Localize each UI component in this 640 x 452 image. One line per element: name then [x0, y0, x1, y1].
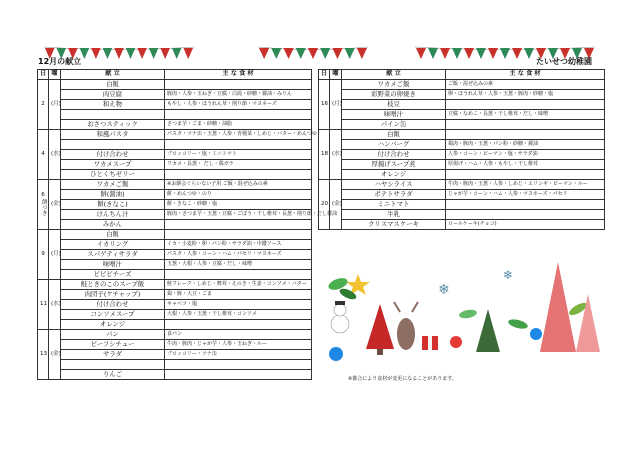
table-row — [319, 150, 605, 160]
table-row — [38, 110, 312, 120]
table-row — [38, 80, 312, 90]
day-cell — [38, 180, 49, 230]
table-row — [319, 90, 605, 100]
ingredients-cell — [165, 110, 312, 120]
ingredients-cell: 鶏・豚・大豆・ごま — [165, 290, 312, 300]
month-title: 12月の献立 — [38, 57, 82, 66]
dish-cell: 白飯 — [342, 130, 446, 140]
bunting-flag — [345, 48, 355, 59]
bunting-flag — [103, 48, 113, 59]
table-row — [38, 340, 312, 350]
gift-icon — [422, 336, 438, 350]
table-row — [38, 200, 312, 210]
bunting-flag — [296, 48, 306, 59]
table-row — [319, 170, 605, 180]
ingredients-cell: 牛肉・豚肉・玉葱・人参・しめじ・エリンギ・ピーマン・ルー — [446, 180, 605, 190]
dish-cell: りんご — [61, 370, 165, 380]
ingredients-cell — [446, 100, 605, 110]
dish-cell: 肉団子(ケチャップ) — [61, 290, 165, 300]
dish-cell: スパゲティサラダ — [61, 250, 165, 260]
snowflake-icon — [438, 268, 513, 298]
bunting-flag — [172, 48, 182, 59]
bunting-flag — [512, 48, 522, 59]
table-row — [38, 360, 312, 370]
ingredients-cell — [165, 80, 312, 90]
dish-cell: オレンジ — [61, 320, 165, 330]
bunting-flag — [416, 48, 426, 59]
dish-cell: 白飯 — [61, 230, 165, 240]
bunting-flag — [320, 48, 330, 59]
dish-cell: 付け合わせ — [61, 300, 165, 310]
ingredients-cell: ブロッコリー・塩・ミニトマト — [165, 150, 312, 160]
dish-cell: 付け合わせ — [61, 150, 165, 160]
bunting-flag — [271, 48, 281, 59]
day-cell — [319, 180, 330, 230]
snowman-icon — [331, 301, 349, 333]
ingredients-cell: キャベツ・塩 — [165, 300, 312, 310]
dish-cell: コンソメスープ — [61, 310, 165, 320]
table-row — [38, 140, 312, 150]
table-row — [38, 250, 312, 260]
table-row — [38, 130, 312, 140]
ingredients-cell: パスタ・人参・コーン・ハム・パセリ・マヨネーズ — [165, 250, 312, 260]
bunting-flag — [476, 48, 486, 59]
dish-cell: 白飯 — [61, 80, 165, 90]
ingredients-cell — [165, 320, 312, 330]
dish-cell: 味噌汁 — [342, 110, 446, 120]
dish-cell: ひとくちゼリー — [61, 170, 165, 180]
dish-cell: 餅(きなこ) — [61, 200, 165, 210]
table-row — [38, 290, 312, 300]
ingredients-cell — [165, 270, 312, 280]
ingredients-cell: ワカメ・長葱・ だし・鶏ガラ — [165, 160, 312, 170]
dish-cell: ビーフシチュー — [61, 340, 165, 350]
dish-cell: クリスマスケーキ — [342, 220, 446, 230]
bunting-flag — [452, 48, 462, 59]
ingredients-cell: 餅・めんつゆ・のり — [165, 190, 312, 200]
dish-cell: 和え物 — [61, 100, 165, 110]
table-row — [319, 210, 605, 220]
col-dow: 曜 — [49, 70, 61, 80]
bunting-flag — [183, 48, 193, 59]
table-row — [38, 310, 312, 320]
table-row — [38, 240, 312, 250]
dish-cell: 彩野菜の卵焼き — [342, 90, 446, 100]
dish-cell: ピピピチーズ — [61, 270, 165, 280]
ingredients-cell: イカ・小麦粉・卵・パン粉・サラダ油・中濃ソース — [165, 240, 312, 250]
dish-cell: パイン缶 — [342, 120, 446, 130]
table-row — [38, 280, 312, 290]
dish-cell — [61, 360, 165, 370]
day-note: 餅つき — [40, 199, 47, 217]
ingredients-cell — [446, 210, 605, 220]
ingredients-cell — [165, 220, 312, 230]
day-number: 18 — [321, 150, 329, 157]
bunting-flag — [114, 48, 124, 59]
day-number: 16 — [321, 100, 329, 107]
ingredients-cell: 豚肉・人参・玉ねぎ・豆腐・白滝・砂糖・醤油・みりん — [165, 90, 312, 100]
bunting-flag — [283, 48, 293, 59]
bunting-mid — [258, 44, 368, 64]
table-row — [38, 260, 312, 270]
ingredients-cell — [446, 130, 605, 140]
ingredients-cell: 食パン — [165, 330, 312, 340]
ingredients-cell: ※お餅会ぐらいない子用 ご飯・混ぜ込みの素 — [165, 180, 312, 190]
header-row — [319, 70, 605, 80]
dish-cell: 肉豆腐 — [61, 90, 165, 100]
ingredients-cell: 豆腐・なめこ・長葱・干し椎茸・だし・味噌 — [446, 110, 605, 120]
ingredients-cell: 牛肉・豚肉・じゃが芋・人参・玉ねぎ・ルー — [165, 340, 312, 350]
dish-cell: 枝豆 — [342, 100, 446, 110]
day-number: 9 — [41, 250, 45, 257]
ingredients-cell: ご飯・混ぜ込みの素 — [446, 80, 605, 90]
dish-cell: パン — [61, 330, 165, 340]
table-row — [38, 160, 312, 170]
bunting-flag — [308, 48, 318, 59]
col-day: 日 — [319, 70, 330, 80]
bunting-flag — [428, 48, 438, 59]
table-row — [38, 100, 312, 110]
bunting-flag — [160, 48, 170, 59]
table-row — [38, 330, 312, 340]
table-row — [319, 190, 605, 200]
dish-cell: 鮭ときのこのスープ飯 — [61, 280, 165, 290]
table-row — [38, 120, 312, 130]
ingredients-cell: さつま芋・ごま・砂糖・油脂 — [165, 120, 312, 130]
ingredients-cell — [446, 170, 605, 180]
table-row — [319, 160, 605, 170]
bunting-flag — [357, 48, 367, 59]
table-row — [38, 220, 312, 230]
dish-cell: 牛乳 — [342, 210, 446, 220]
day-number: 2 — [41, 100, 45, 107]
dish-cell: 味噌汁 — [61, 260, 165, 270]
weekday-cell: (月) — [49, 230, 61, 280]
ingredients-cell — [165, 370, 312, 380]
dish-cell: ハンバーグ — [342, 140, 446, 150]
table-row — [38, 300, 312, 310]
day-cell — [38, 230, 49, 280]
day-number: 6 — [41, 191, 45, 198]
table-row — [319, 100, 605, 110]
col-dish: 献 立 — [61, 70, 165, 80]
ingredients-cell: じゃが芋・コーン・ハム・人参・マヨネーズ・パセリ — [446, 190, 605, 200]
dish-cell: オレンジ — [342, 170, 446, 180]
table-row — [38, 370, 312, 380]
ingredients-cell — [446, 120, 605, 130]
ingredients-cell — [446, 200, 605, 210]
ingredients-cell — [165, 230, 312, 240]
table-row — [38, 190, 312, 200]
ingredients-cell: 玉葱・大根・人参・豆腐・だし・味噌 — [165, 260, 312, 270]
dish-cell: ワカメご飯 — [61, 180, 165, 190]
header-row — [38, 70, 312, 80]
ingredients-cell — [165, 140, 312, 150]
bunting-flag — [149, 48, 159, 59]
table-row — [38, 350, 312, 360]
table-row — [319, 220, 605, 230]
day-cell — [38, 330, 49, 380]
table-row — [319, 200, 605, 210]
weekday-cell: (金) — [330, 180, 342, 230]
bunting-flag — [91, 48, 101, 59]
ingredients-cell — [165, 170, 312, 180]
table-row — [38, 210, 312, 220]
school-name: たいせつ幼稚園 — [536, 57, 592, 66]
dish-cell: ミニトマト — [342, 200, 446, 210]
table-row — [38, 270, 312, 280]
svg-text:❄: ❄ — [503, 268, 514, 282]
table-row — [319, 80, 605, 90]
dish-cell: ワカメご飯 — [342, 80, 446, 90]
weekday-cell: (水) — [49, 130, 61, 180]
dish-cell: みかん — [61, 220, 165, 230]
dish-cell: おさつスティック — [61, 120, 165, 130]
weekday-cell: (水) — [49, 280, 61, 330]
col-dow: 曜 — [330, 70, 342, 80]
dish-cell: 和風パスタ — [61, 130, 165, 140]
dish-cell: ハヤシライス — [342, 180, 446, 190]
dish-cell: 餅(醤油) — [61, 190, 165, 200]
table-row — [38, 180, 312, 190]
weekday-cell: (水) — [330, 130, 342, 180]
dish-cell — [61, 140, 165, 150]
bunting-flag — [464, 48, 474, 59]
reindeer-icon — [394, 302, 418, 350]
ingredients-cell: 卵・ほうれん草・人参・玉葱・豚肉・砂糖・塩 — [446, 90, 605, 100]
bunting-flag — [332, 48, 342, 59]
day-cell — [38, 130, 49, 180]
table-row — [38, 90, 312, 100]
bunting-flag — [524, 48, 534, 59]
ingredients-cell: 豚肉・さつま芋・玉葱・豆腐・ごぼう・干し椎茸・長葱・削り節・だし醤油 — [165, 210, 312, 220]
weekday-cell: (月) — [49, 80, 61, 130]
ingredients-cell: もやし・人参・ほうれん草・削り節・マヨネーズ — [165, 100, 312, 110]
day-number: 11 — [40, 300, 48, 307]
day-number: 13 — [40, 350, 48, 357]
ingredients-cell: パスタ・ツナ缶・玉葱・人参・青梗菜・しめじ・バター・めんつゆ — [165, 130, 312, 140]
col-dish: 献 立 — [342, 70, 446, 80]
christmas-tree-icon — [366, 304, 394, 355]
footnote: ※都合により食材が変更になることがあります。 — [348, 376, 457, 382]
ingredients-cell: 大根・人参・玉葱・干し椎茸・コンソメ — [165, 310, 312, 320]
table-row — [38, 230, 312, 240]
table-row — [38, 170, 312, 180]
bunting-flag — [440, 48, 450, 59]
dish-cell — [61, 110, 165, 120]
ingredients-cell: 餅・きなこ・砂糖・塩 — [165, 200, 312, 210]
table-row — [38, 320, 312, 330]
bunting-flag — [488, 48, 498, 59]
dish-cell: 付け合わせ — [342, 150, 446, 160]
dish-cell: 厚揚げスープ煮 — [342, 160, 446, 170]
dish-cell: けんちん汁 — [61, 210, 165, 220]
table-row — [38, 150, 312, 160]
day-cell — [319, 130, 330, 180]
bunting-flag — [126, 48, 136, 59]
table-row — [319, 110, 605, 120]
ingredients-cell: ロールケーキ(チョコ) — [446, 220, 605, 230]
bunting-flag — [259, 48, 269, 59]
weekday-cell: (金) — [49, 330, 61, 380]
ingredients-cell — [165, 360, 312, 370]
ingredients-cell: 人参・コーン・ピーマン・塩・サラダ油 — [446, 150, 605, 160]
day-cell — [38, 80, 49, 130]
day-number: 4 — [41, 150, 45, 157]
bunting-flag — [137, 48, 147, 59]
day-number: 20 — [321, 200, 329, 207]
table-row — [319, 120, 605, 130]
ingredients-cell: ブロッコリー・ツナ缶 — [165, 350, 312, 360]
col-ingredients: 主 な 食 材 — [165, 70, 312, 80]
dish-cell: イカリング — [61, 240, 165, 250]
weekday-cell: (金) — [49, 180, 61, 230]
christmas-illustration — [318, 254, 608, 378]
bunting-flag — [500, 48, 510, 59]
dish-cell: サラダ — [61, 350, 165, 360]
col-ingredients: 主 な 食 材 — [446, 70, 605, 80]
table-row — [319, 140, 605, 150]
col-day: 日 — [38, 70, 49, 80]
dish-cell: ワカメスープ — [61, 160, 165, 170]
svg-text:❄: ❄ — [438, 282, 450, 298]
weekday-cell: (月) — [330, 80, 342, 130]
ingredients-cell: 厚揚げ・ハム・人参・もやし・干し椎茸 — [446, 160, 605, 170]
dish-cell: ポテトサラダ — [342, 190, 446, 200]
table-row — [319, 130, 605, 140]
table-row — [319, 180, 605, 190]
menu-table-right — [318, 69, 605, 230]
ingredients-cell: 鶏肉・豚肉・玉葱・パン粉・砂糖・醤油 — [446, 140, 605, 150]
day-cell — [319, 80, 330, 130]
ingredients-cell: 鮭フレーク・しめじ・舞茸・えのき・生姜・コンソメ・バター — [165, 280, 312, 290]
day-cell — [38, 280, 49, 330]
